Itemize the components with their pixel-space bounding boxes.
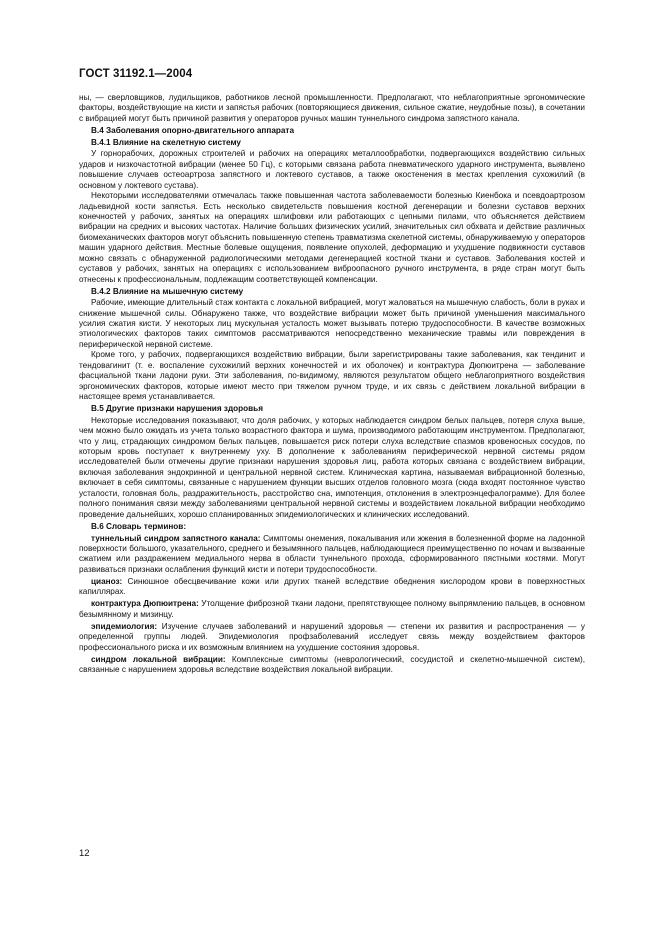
subsection-heading-b42: В.4.2 Влияние на мышечную систему <box>91 286 244 296</box>
glossary-definition: Утолщение фиброзной ткани ладони, препятствующее полному выпрямлению пальцев, в основном безымянному и мизинцу. <box>79 599 585 619</box>
section-heading-b5: В.5 Другие признаки нарушения здоровья <box>91 404 263 414</box>
glossary-entry <box>79 622 585 653</box>
glossary-term: синдром локальной вибрации: <box>91 654 226 664</box>
glossary-definition: Комплексные симптомы (неврологический, сосудистой и скелетно-мышечной систем), связанные с нарушением здоровья вследствие воздействия локальной вибрации. <box>79 654 586 675</box>
glossary-definition: Синюшное обесцвечивание кожи или других тканей вследствие обеднения кислородом крови в поверхностных капиллярах. <box>79 576 585 597</box>
paragraph: У горнорабочих, дорожных строителей и рабочих на операциях металлообработки, подвергающихся воздействию сильных ударов и низкочастотной вибрации (менее 50 Гц), с которыми связана работа пневматического ударного инструмента, выявлено повышение случаев остеоартроза запястного и локтевого суставов, а также окостенения в местах крепления сухожилий (в основном у локтевого сустава). <box>79 149 585 190</box>
paragraph: Некоторые исследования показывают, что доля рабочих, у которых наблюдается синдром белых пальцев, потеря слуха выше, чем можно было ожидать из учета только возрастного фактора и шума, производимого работающим инструментом. Предполагают, что у лиц, страдающих синдромом белых пальцев, повышается риск потери слуха вследствие спазмов кровеносных сосудов, по которым кровь поступает к внутреннему уху. В дополнение к заболеваниям периферической нервной системы рядом исследователей были отмечены другие признаки нарушения здоровья лиц, работа которых связана с воздействием вибрации, включая заболевания эндокринной и центральной нервной систем. Клиническая картина, называемая вибрационной болезнью, включает в себя симптомы, связанные с нарушением функции высших отделов головного мозга (сюда входят постоянное чувство усталости, головная боль, раздражительность, расстройство сна, импотенция, отклонения в электроэнцефалограмме). Для более полного понимания связи между заболеваниями центральной нервной системы и воздействием локальной вибрации необходимо проведение дальнейших, хорошо спланированных эпидемиологических и клинических исследований. <box>79 415 585 519</box>
glossary-term: эпидемиология: <box>91 621 158 631</box>
glossary-entry <box>79 577 585 598</box>
glossary-entry <box>79 655 585 676</box>
page-body <box>79 93 585 675</box>
glossary-entry <box>79 534 585 576</box>
paragraph: Кроме того, у рабочих, подвергающихся воздействию вибрации, были зарегистрированы такие заболевания, как тендинит и тендовагинит (т. е. воспаление сухожилий верхних конечностей и их оболочек) и контрактура Дюпюитрена — заболевание фасциальной ткани ладони руки. Эти заболевания, по-видимому, являются результатом общего неблагоприятного воздействия эргономических факторов, которые имеют место при тяжелом ручном труде, и их связь с действием локальной вибрации в настоящее время устанавливается. <box>79 350 585 402</box>
section-heading-b6: В.6 Словарь терминов: <box>91 521 187 531</box>
paragraph-continued: ны, — сверловщиков, лудильщиков, работников лесной промышленности. Предполагают, что неблагоприятные эргономические факторы, воздействующие на кисти и запястья рабочих (повторяющиеся движения, сильное сжатие, неудобные позы), в сочетании с вибрацией могут быть причиной развития у операторов ручных машин туннельного синдрома запястного канала. <box>79 93 585 123</box>
section-heading-b4: В.4 Заболевания опорно-двигательного аппарата <box>91 125 294 135</box>
page-number: 12 <box>79 848 90 859</box>
paragraph: Рабочие, имеющие длительный стаж контакта с локальной вибрацией, могут жаловаться на мышечную слабость, боли в руках и снижение мышечной силы. Обнаружено также, что воздействие вибрации может быть причиной уменьшения максимального усилия сжатия кисти. У некоторых лиц мускульная усталость может вызывать потерю трудоспособности. В качестве возможных этиологических факторов таких симптомов рассматриваются непосредственно механические травмы или повреждения в периферической нервной системе. <box>79 298 585 349</box>
glossary-entry <box>79 599 585 620</box>
glossary-term: цианоз: <box>91 576 123 586</box>
glossary-definition: Симптомы онемения, покалывания или жжения в болезненной форме на ладонной поверхности большого, указательного, среднего и безымянного пальцев, наблюдающиеся преимущественно по ночам и вызванные сжатием или раздражением медиального нерва в области туннельного прохода, сформированного пястными костями. Могут развиваться признаки ослабления функций кисти и потери трудоспособности. <box>79 533 585 574</box>
subsection-heading-b41: В.4.1 Влияние на скелетную систему <box>91 137 241 147</box>
glossary-term: туннельный синдром запястного канала: <box>91 533 261 543</box>
glossary-term: контрактура Дюпюитрена: <box>91 599 199 609</box>
page-header-standard-number: ГОСТ 31192.1—2004 <box>79 68 193 80</box>
glossary-definition: Изучение случаев заболеваний и нарушений здоровья — степени их развития и распространения — у определенной группы людей. Эпидемиология профзаболеваний исследует связь между воздействием факторов профессионального риска и их возможным влиянием на ухудшение состояния здоровья. <box>79 621 585 652</box>
paragraph: Некоторыми исследователями отмечалась также повышенная частота заболеваемости болезнью Киенбока и псевдоартрозом ладьевидной кости запястья. Есть несколько свидетельств повышения костной дегенерации и болезни суставов верхних конечностей у рабочих, занятых на операциях шлифовки или работающих с цепными пилами, что объясняется действием вибрации на средних и высоких частотах. Наличие больших физических усилий, значительных сил обхвата и действие различных биомеханических факторов могут объяснить повышенную степень травматизма скелетной системы, обнаруживаемую у операторов машин ударного действия. Местные болевые ощущения, появление опухолей, деформацию и ухудшение подвижности суставов можно связать с обнаруженной радиологическими методами дегенерацией костной ткани и суставов. Заболевания костей и суставов у рабочих, занятых на операциях с использованием виброопасного ручного инструмента, в ряде стран могут быть отнесены к профессиональным, подлежащим соответствующей компенсации. <box>79 191 585 284</box>
